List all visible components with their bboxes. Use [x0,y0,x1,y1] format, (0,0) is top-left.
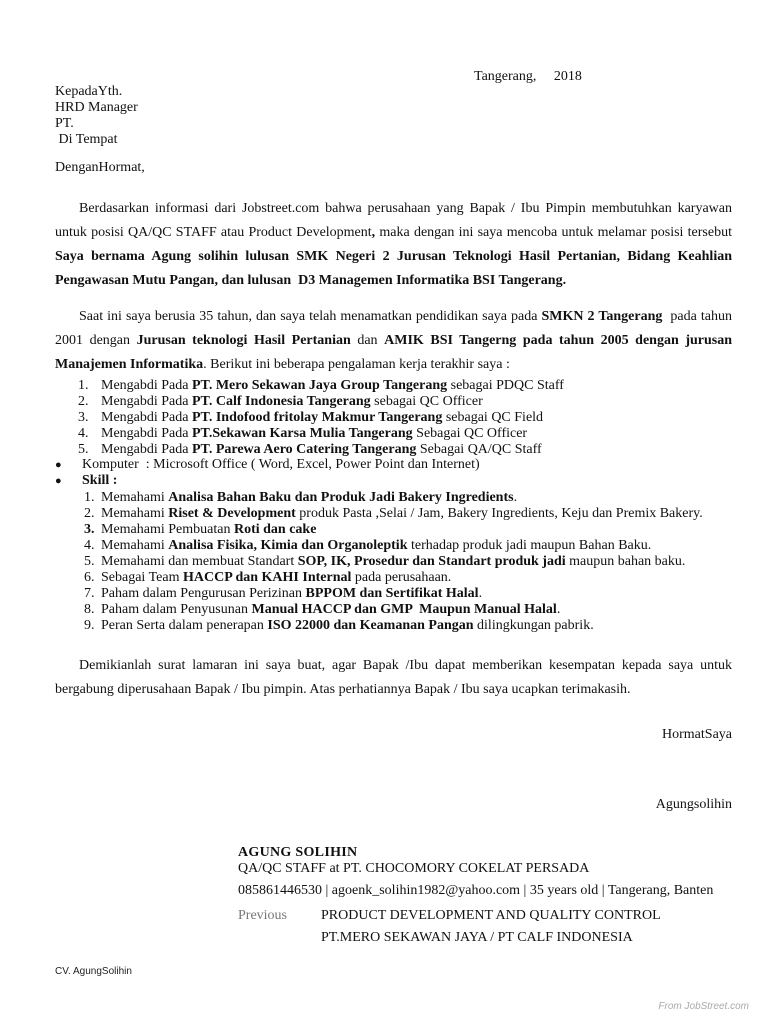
source-watermark: From JobStreet.com [658,1001,749,1012]
experience-list [78,378,564,458]
list-item: 6. Sebagai Team HACCP dan KAHI Internal pada perusahaan. [84,570,452,585]
previous-company: PT.MERO SEKAWAN JAYA / PT CALF INDONESIA [321,930,633,945]
list-item: 1. Mengabdi Pada PT. Mero Sekawan Jaya Group Tangerang sebagai PDQC Staff [78,378,564,393]
profile-contact: 085861446530 | agoenk_solihin1982@yahoo.com | 35 years old | Tangerang, Banten [238,883,714,898]
list-item: 3. Memahami Pembuatan Roti dan cake [84,522,317,537]
bullet-icon: ● [55,459,62,471]
salutation: DenganHormat, [55,160,145,175]
list-item: 1. Memahami Analisa Bahan Baku dan Produk Jadi Bakery Ingredients. [84,490,518,505]
document-label: CV. AgungSolihin [55,966,132,977]
list-item: 9. Peran Serta dalam penerapan ISO 22000 dan Keamanan Pangan dilingkungan pabrik. [84,618,594,633]
recipient-line: HRD Manager [55,100,138,115]
list-item: 3. Mengabdi Pada PT. Indofood fritolay Makmur Tangerang sebagai QC Field [78,410,544,425]
list-item: 4. Mengabdi Pada PT.Sekawan Karsa Mulia Tangerang Sebagai QC Officer [78,426,528,441]
list-item: 7. Paham dalam Pengurusan Perizinan BPPOM dan Sertifikat Halal. [84,586,483,601]
recipient-line: Di Tempat [55,132,118,147]
closing-paragraph: Demikianlah surat lamaran ini saya buat, agar Bapak /Ibu dapat memberikan kesempatan kepada saya untuk bergabung diperusahaan Bapak / Ibu pimpin. Atas perhatiannya Bapak / Ibu saya ucapkan terimakasih. [55,658,732,697]
list-item: 8. Paham dalam Penyusunan Manual HACCP dan GMP Maupun Manual Halal. [84,602,561,617]
list-item: 5. Mengabdi Pada PT. Parewa Aero Catering Tangerang Sebagai QA/QC Staff [78,442,542,457]
intro-paragraph: Berdasarkan informasi dari Jobstreet.com bahwa perusahaan yang Bapak / Ibu Pimpin membutuhkan karyawan untuk posisi QA/QC STAFF atau Product Development, maka dengan ini saya mencoba untuk melamar posisi tersebut Saya bernama Agung solihin lulusan SMK Negeri 2 Jurusan Teknologi Hasil Pertanian, Bidang Keahlian Pengawasan Mutu Pangan, dan lulusan D3 Managemen Informatika BSI Tangerang. [55,201,732,288]
recipient-line: KepadaYth. [55,84,123,99]
recipient-line: PT. [55,116,74,131]
previous-label: Previous [238,908,287,923]
list-item: 4. Memahami Analisa Fisika, Kimia dan Organoleptik terhadap produk jadi maupun Bahan Baku. [84,538,652,553]
regards: HormatSaya [662,727,732,742]
letter-date: Tangerang, 2018 [474,69,582,84]
profile-position: QA/QC STAFF at PT. CHOCOMORY COKELAT PERSADA [238,861,590,876]
previous-role: PRODUCT DEVELOPMENT AND QUALITY CONTROL [321,908,661,923]
bullet-icon: ● [55,475,62,487]
list-item: 5. Memahami dan membuat Standart SOP, IK, Prosedur dan Standart produk jadi maupun bahan baku. [84,554,686,569]
list-item: 2. Memahami Riset & Development produk Pasta ,Selai / Jam, Bakery Ingredients, Keju dan Premix Bakery. [84,506,703,521]
skills-list [84,490,703,634]
profile-name: AGUNG SOLIHIN [238,845,358,860]
signer-name: Agungsolihin [655,797,732,812]
education-paragraph: Saat ini saya berusia 35 tahun, dan saya telah menamatkan pendidikan saya pada SMKN 2 Tangerang pada tahun 2001 dengan Jurusan teknologi Hasil Pertanian dan AMIK BSI Tangerng pada tahun 2005 dengan jurusan Manajemen Informatika. Berikut ini beberapa pengalaman kerja terakhir saya : [55,309,732,372]
list-item: 2. Mengabdi Pada PT. Calf Indonesia Tangerang sebagai QC Officer [78,394,483,409]
